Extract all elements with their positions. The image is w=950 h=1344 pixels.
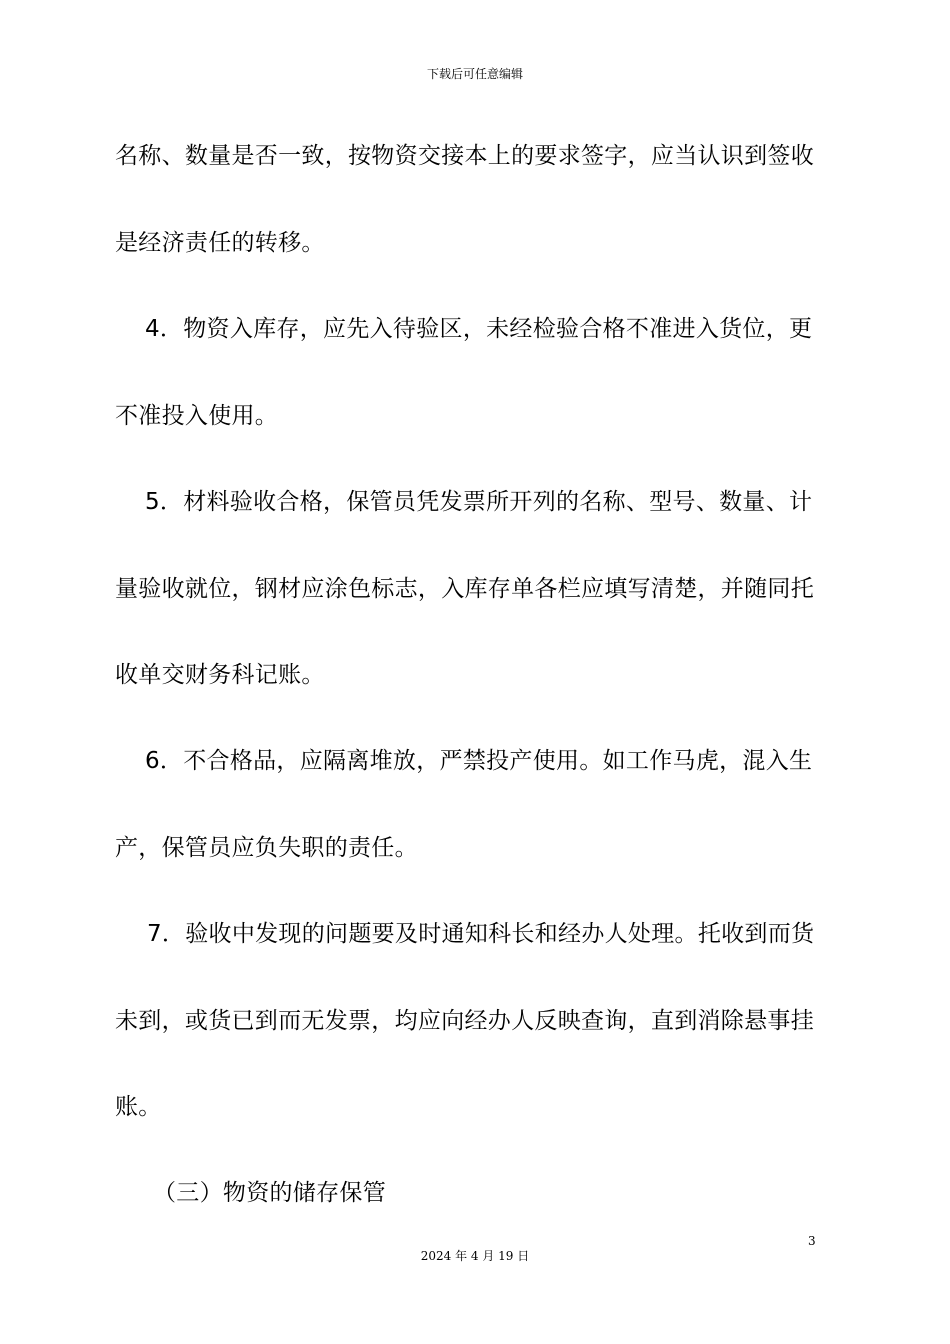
body-line: 产，保管员应负失职的责任。 xyxy=(115,835,418,861)
body-line: 账。 xyxy=(115,1094,162,1120)
body-line: 不准投入使用。 xyxy=(115,403,279,429)
body-line: 5．材料验收合格，保管员凭发票所开列的名称、型号、数量、计 xyxy=(145,489,813,515)
section-heading: （三）物资的储存保管 xyxy=(153,1180,386,1206)
body-line: 名称、数量是否一致，按物资交接本上的要求签字，应当认识到签收 xyxy=(115,143,814,169)
body-line: 6．不合格品，应隔离堆放，严禁投产使用。如工作马虎，混入生 xyxy=(145,748,813,774)
body-line: 是经济责任的转移。 xyxy=(115,230,325,256)
body-line: 4．物资入库存，应先入待验区，未经检验合格不准进入货位，更 xyxy=(145,316,813,342)
body-line: 7．验收中发现的问题要及时通知科长和经办人处理。托收到而货 xyxy=(147,921,815,947)
page-footer-date: 2024 年 4 月 19 日 xyxy=(420,1249,530,1263)
page-header: 下载后可任意编辑 xyxy=(426,67,523,81)
body-line: 收单交财务科记账。 xyxy=(115,662,325,688)
page-number: 3 xyxy=(808,1234,816,1248)
body-line: 量验收就位，钢材应涂色标志，入库存单各栏应填写清楚，并随同托 xyxy=(115,576,814,602)
body-line: 未到，或货已到而无发票，均应向经办人反映查询，直到消除悬事挂 xyxy=(115,1008,814,1034)
